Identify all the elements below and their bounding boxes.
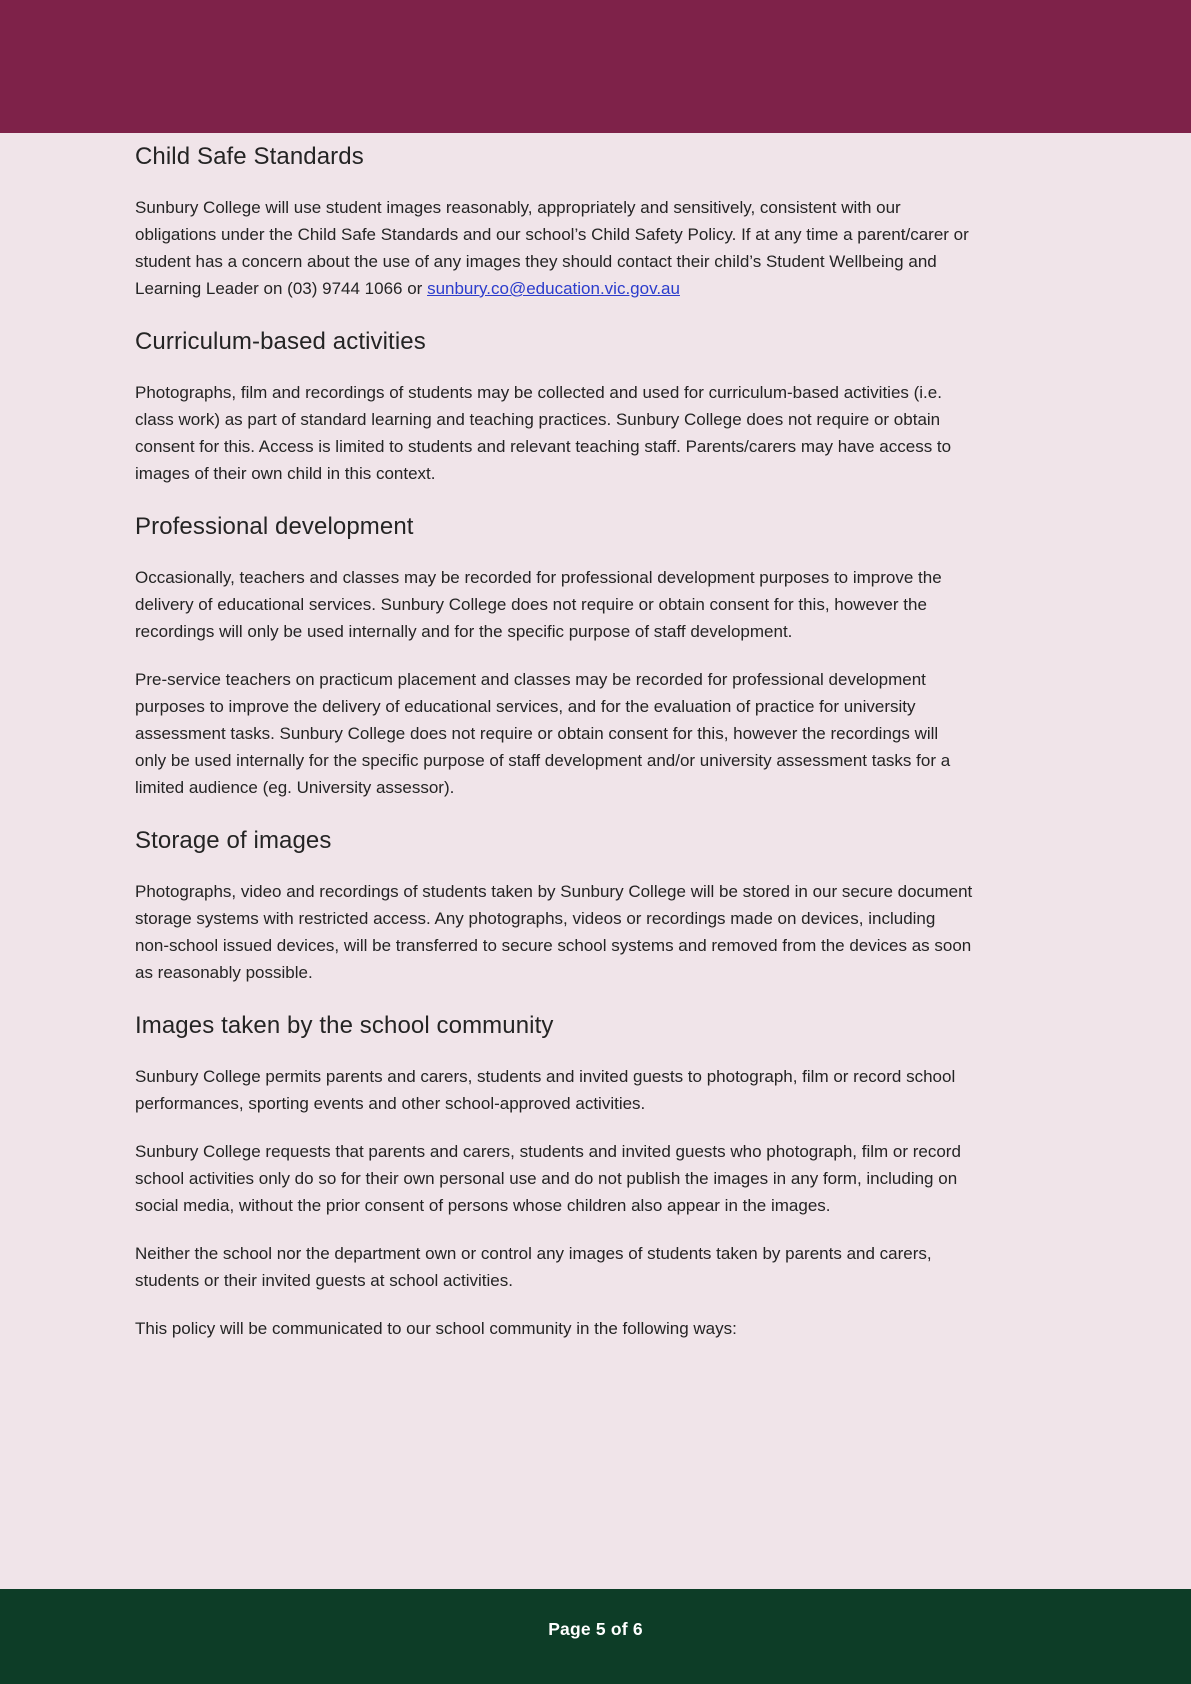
paragraph-text: Sunbury College will use student images reasonably, appropriately and sensitively, consistent with our obligations under the Child Safe Standards and our school’s Child Safety Policy. If at any time a parent/carer or student has a concern about the use of any images they should contact their child’s Student Wellbeing and Learning Leader on (03) 9744 1066 or bbox=[135, 198, 969, 298]
section-heading: Professional development bbox=[135, 513, 414, 540]
paragraph: Pre-service teachers on practicum placement and classes may be recorded for professional development purposes to improve the delivery of educational services, and for the evaluation of practice for university assessment tasks. Sunbury College does not require or obtain consent for this, however the recordings will only be used internally for the specific purpose of staff development and/or university assessment tasks for a limited audience (eg. University assessor). bbox=[135, 670, 951, 797]
section-storage-of-images bbox=[135, 825, 973, 986]
section-images-taken-by-school-community bbox=[135, 1010, 973, 1342]
email-link[interactable]: sunbury.co@education.vic.gov.au bbox=[427, 279, 680, 298]
section-heading: Storage of images bbox=[135, 827, 332, 854]
page-indicator: Page 5 of 6 bbox=[548, 1619, 643, 1639]
section-heading: Images taken by the school community bbox=[135, 1012, 554, 1039]
paragraph: Neither the school nor the department own or control any images of students taken by parents and carers, students or their invited guests at school activities. bbox=[135, 1244, 932, 1290]
section-professional-development bbox=[135, 511, 973, 801]
header-band bbox=[0, 0, 1191, 133]
section-curriculum-based-activities bbox=[135, 326, 973, 487]
section-heading: Child Safe Standards bbox=[135, 143, 364, 170]
section-heading: Curriculum-based activities bbox=[135, 328, 426, 355]
document-content bbox=[135, 133, 973, 1363]
section-child-safe-standards bbox=[135, 141, 973, 302]
paragraph bbox=[135, 194, 973, 302]
paragraph: Photographs, video and recordings of students taken by Sunbury College will be stored in our secure document storage systems with restricted access. Any photographs, videos or recordings made on devices, including non-school issued devices, will be transferred to secure school systems and removed from the devices as soon as reasonably possible. bbox=[135, 882, 973, 982]
paragraph: Sunbury College permits parents and carers, students and invited guests to photograph, film or record school performances, sporting events and other school-approved activities. bbox=[135, 1067, 956, 1113]
paragraph: This policy will be communicated to our school community in the following ways: bbox=[135, 1319, 737, 1338]
paragraph: Occasionally, teachers and classes may be recorded for professional development purposes to improve the delivery of educational services. Sunbury College does not require or obtain consent for this, however the recordings will only be used internally and for the specific purpose of staff development. bbox=[135, 568, 942, 641]
paragraph: Sunbury College requests that parents and carers, students and invited guests who photograph, film or record school activities only do so for their own personal use and do not publish the images in any form, including on social media, without the prior consent of persons whose children also appear in the images. bbox=[135, 1142, 961, 1215]
footer-band bbox=[0, 1589, 1191, 1684]
paragraph: Photographs, film and recordings of students may be collected and used for curriculum-based activities (i.e. class work) as part of standard learning and teaching practices. Sunbury College does not require or obtain consent for this. Access is limited to students and relevant teaching staff. Parents/carers may have access to images of their own child in this context. bbox=[135, 383, 952, 483]
